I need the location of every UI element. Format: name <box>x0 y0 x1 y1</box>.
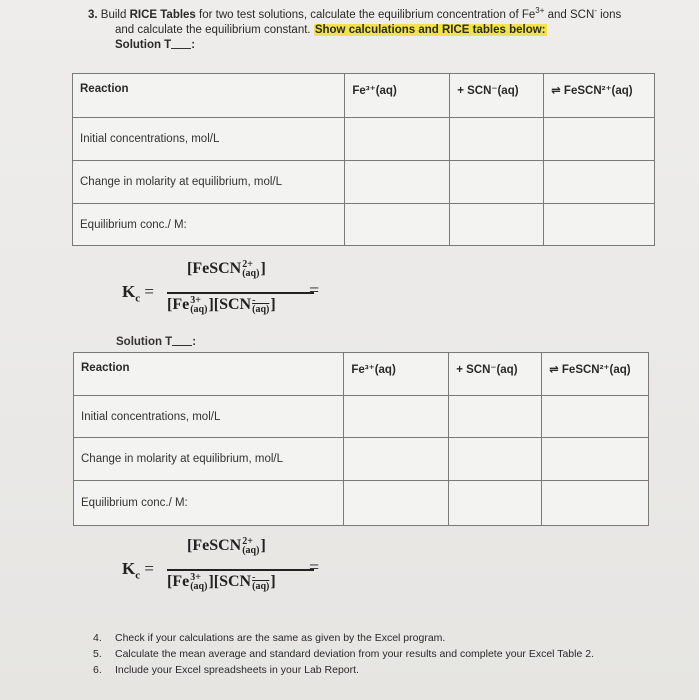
row-label-equilibrium: Equilibrium conc./ M: <box>74 481 344 526</box>
rice-table-2 <box>73 352 649 526</box>
row-label-initial: Initial concentrations, mol/L <box>74 396 344 438</box>
kc-equation-1: $K_c$ = [FeSCN 2+ (aq) ] [Fe 3+ (aq) ][SCN - (aq) ] = <box>122 259 320 316</box>
table-header-row <box>74 353 649 396</box>
cell-input[interactable] <box>544 204 655 246</box>
rice-table-1 <box>72 73 655 246</box>
question-3-line-2: and calculate the equilibrium constant. Show calculations and RICE tables below: <box>115 24 546 36</box>
solution-blank-1[interactable] <box>171 38 191 49</box>
kc-numerator: [FeSCN 2+ (aq) ] <box>187 536 266 557</box>
cell-input[interactable] <box>542 396 649 438</box>
fraction-bar <box>167 292 314 294</box>
header-fe: Fe³⁺(aq) <box>344 353 449 396</box>
cell-input[interactable] <box>449 481 542 526</box>
cell-input[interactable] <box>449 396 542 438</box>
kc-denominator: [Fe 3+ (aq) ][SCN - (aq) ] <box>167 572 276 593</box>
list-item: 4. Check if your calculations are the same as given by the Excel program. <box>93 632 446 644</box>
header-scn: + SCN⁻(aq) <box>449 353 542 396</box>
table-row <box>73 118 655 161</box>
kc-denominator: [Fe 3+ (aq) ][SCN - (aq) ] <box>167 295 276 316</box>
table-header-row <box>73 74 655 118</box>
question-3 <box>88 8 678 53</box>
list-item: 6. Include your Excel spreadsheets in your Lab Report. <box>93 664 359 676</box>
header-fescn: ⇌ FeSCN²⁺(aq) <box>544 74 655 118</box>
cell-input[interactable] <box>345 118 450 161</box>
cell-input[interactable] <box>344 396 449 438</box>
cell-input[interactable] <box>544 161 655 204</box>
header-reaction: Reaction <box>73 74 345 118</box>
kc-equation-2: $K_c$ = [FeSCN 2+ (aq) ] [Fe 3+ (aq) ][SCN - (aq) ] = <box>122 536 320 593</box>
question-3-line-1: 3. Build RICE Tables for two test solutions, calculate the equilibrium concentration of $Fe^{3+}$ and SCN- ions <box>88 6 622 21</box>
row-label-change: Change in molarity at equilibrium, mol/L <box>73 161 345 204</box>
instruction-list <box>93 630 594 678</box>
cell-input[interactable] <box>345 204 450 246</box>
cell-input[interactable] <box>344 438 449 481</box>
table-row <box>74 481 649 526</box>
cell-input[interactable] <box>344 481 449 526</box>
cell-input[interactable] <box>449 438 542 481</box>
cell-input[interactable] <box>450 118 544 161</box>
cell-input[interactable] <box>542 481 649 526</box>
header-fe: Fe³⁺(aq) <box>345 74 450 118</box>
cell-input[interactable] <box>542 438 649 481</box>
table-row <box>73 204 655 246</box>
fraction-bar <box>167 569 314 571</box>
row-label-equilibrium: Equilibrium conc./ M: <box>73 204 345 246</box>
cell-input[interactable] <box>450 204 544 246</box>
highlighted-instruction: Show calculations and RICE tables below: <box>314 24 546 36</box>
table-row <box>74 396 649 438</box>
row-label-initial: Initial concentrations, mol/L <box>73 118 345 161</box>
header-scn: + SCN⁻(aq) <box>450 74 544 118</box>
list-item: 5. Calculate the mean average and standard deviation from your results and complete your Excel Table 2. <box>93 648 594 660</box>
table-row <box>74 438 649 481</box>
row-label-change: Change in molarity at equilibrium, mol/L <box>74 438 344 481</box>
cell-input[interactable] <box>544 118 655 161</box>
solution-label-2: Solution T : <box>116 336 197 348</box>
kc-numerator: [FeSCN 2+ (aq) ] <box>187 259 266 280</box>
header-reaction: Reaction <box>74 353 344 396</box>
cell-input[interactable] <box>450 161 544 204</box>
solution-label-1: Solution T : <box>115 39 196 51</box>
header-fescn: ⇌ FeSCN²⁺(aq) <box>542 353 649 396</box>
table-row <box>73 161 655 204</box>
solution-blank-2[interactable] <box>172 335 192 346</box>
cell-input[interactable] <box>345 161 450 204</box>
